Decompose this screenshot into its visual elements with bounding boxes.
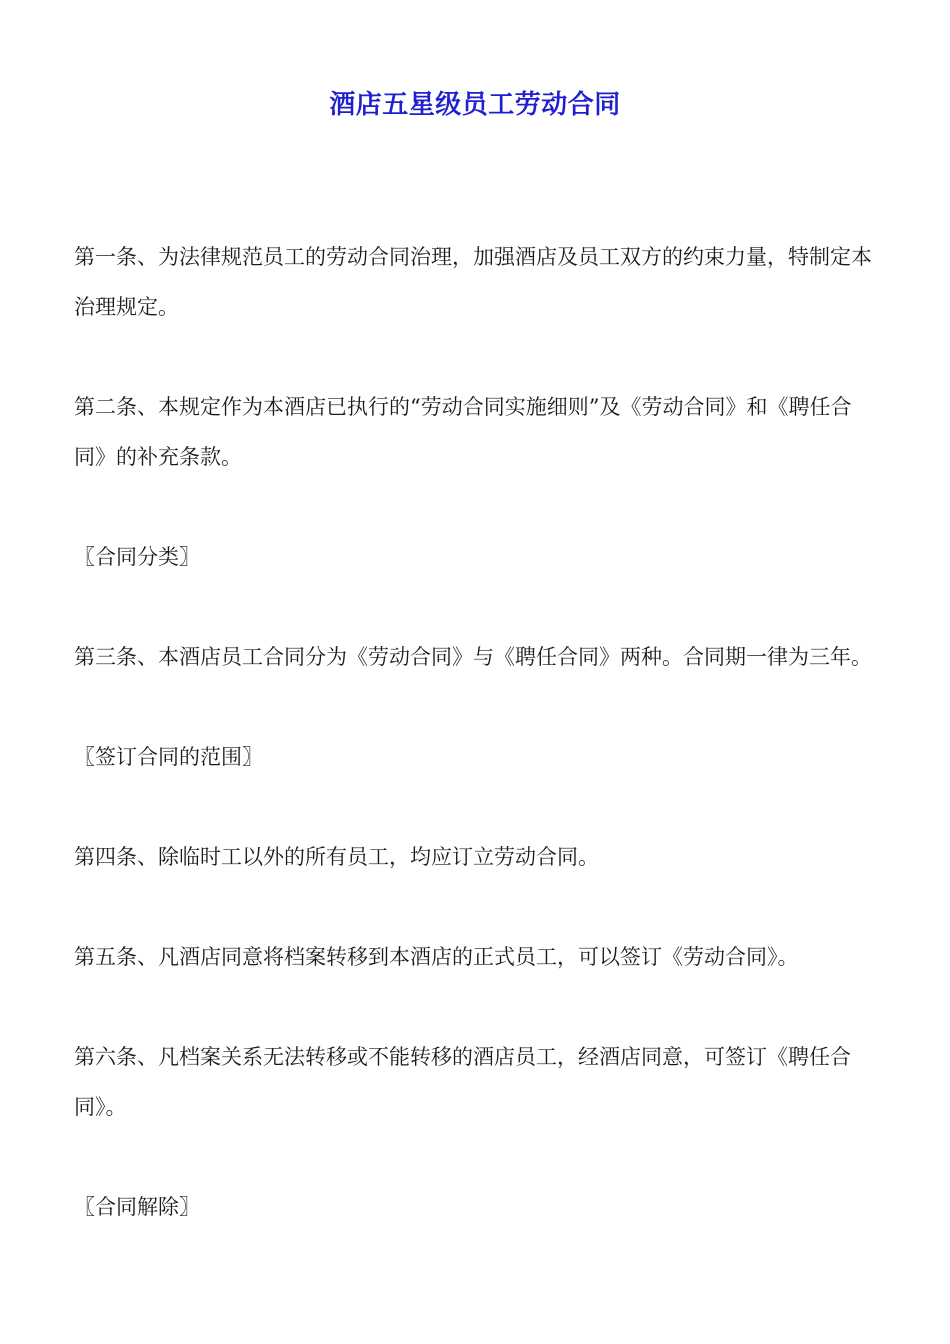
section-heading-contract-types: 〖合同分类〗: [74, 545, 200, 569]
document-title: 酒店五星级员工劳动合同: [329, 90, 621, 120]
paragraph-article-5: 第五条、凡酒店同意将档案转移到本酒店的正式员工，可以签订《劳动合同》。: [74, 945, 799, 969]
paragraph-article-6: 第六条、凡档案关系无法转移或不能转移的酒店员工，经酒店同意，可签订《聘任合同》。: [74, 1045, 851, 1119]
paragraph-article-3: 第三条、本酒店员工合同分为《劳动合同》与《聘任合同》两种。合同期一律为三年。: [74, 645, 872, 669]
paragraph-article-1: 第一条、为法律规范员工的劳动合同治理，加强酒店及员工双方的约束力量，特制定本治理规定。: [74, 245, 872, 319]
section-heading-signing-scope: 〖签订合同的范围〗: [74, 745, 263, 769]
paragraph-article-4: 第四条、除临时工以外的所有员工，均应订立劳动合同。: [74, 845, 599, 869]
document-body: [74, 232, 880, 1282]
paragraph-article-2: 第二条、本规定作为本酒店已执行的“劳动合同实施细则”及《劳动合同》和《聘任合同》的补充条款。: [74, 395, 852, 469]
section-heading-contract-termination: 〖合同解除〗: [74, 1195, 200, 1219]
